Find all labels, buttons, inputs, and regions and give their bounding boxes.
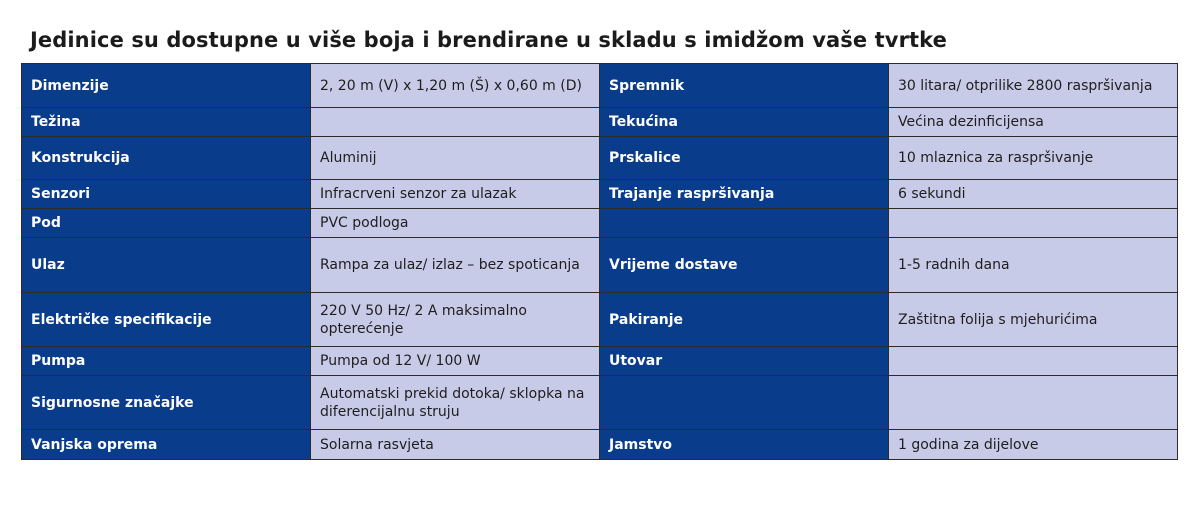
table-row	[22, 238, 1178, 293]
left-value-cell: PVC podloga	[311, 209, 600, 238]
right-label-cell: Vrijeme dostave	[600, 238, 889, 293]
left-label-cell: Sigurnosne značajke	[22, 376, 311, 430]
right-label-cell: Spremnik	[600, 64, 889, 108]
right-value-cell: 30 litara/ otprilike 2800 raspršivanja	[889, 64, 1178, 108]
table-row	[22, 347, 1178, 376]
left-label-cell: Težina	[22, 108, 311, 137]
left-value-cell: Solarna rasvjeta	[311, 430, 600, 460]
right-value-cell	[889, 376, 1178, 430]
table-row	[22, 64, 1178, 108]
left-value-cell: Aluminij	[311, 137, 600, 180]
left-value-cell: 2, 20 m (V) x 1,20 m (Š) x 0,60 m (D)	[311, 64, 600, 108]
right-value-cell	[889, 209, 1178, 238]
right-value-cell	[889, 347, 1178, 376]
table-row	[22, 137, 1178, 180]
left-label-cell: Električke specifikacije	[22, 293, 311, 347]
right-value-cell: 1 godina za dijelove	[889, 430, 1178, 460]
right-value-cell: 10 mlaznica za raspršivanje	[889, 137, 1178, 180]
left-label-cell: Senzori	[22, 180, 311, 209]
left-value-cell: Rampa za ulaz/ izlaz – bez spoticanja	[311, 238, 600, 293]
right-label-cell: Tekućina	[600, 108, 889, 137]
right-label-cell	[600, 209, 889, 238]
page-title: Jedinice su dostupne u više boja i brendirane u skladu s imidžom vaše tvrtke	[30, 28, 948, 52]
left-value-cell: Pumpa od 12 V/ 100 W	[311, 347, 600, 376]
spec-table	[21, 63, 1178, 460]
table-row	[22, 430, 1178, 460]
left-value-cell: Automatski prekid dotoka/ sklopka na diferencijalnu struju	[311, 376, 600, 430]
left-label-cell: Vanjska oprema	[22, 430, 311, 460]
left-value-cell	[311, 108, 600, 137]
left-value-cell: 220 V 50 Hz/ 2 A maksimalno opterećenje	[311, 293, 600, 347]
right-value-cell: 1-5 radnih dana	[889, 238, 1178, 293]
right-label-cell: Jamstvo	[600, 430, 889, 460]
right-label-cell	[600, 376, 889, 430]
table-row	[22, 209, 1178, 238]
right-value-cell: 6 sekundi	[889, 180, 1178, 209]
left-label-cell: Pumpa	[22, 347, 311, 376]
right-value-cell: Zaštitna folija s mjehurićima	[889, 293, 1178, 347]
left-label-cell: Konstrukcija	[22, 137, 311, 180]
right-value-cell: Većina dezinficijensa	[889, 108, 1178, 137]
table-row	[22, 376, 1178, 430]
left-label-cell: Pod	[22, 209, 311, 238]
left-label-cell: Dimenzije	[22, 64, 311, 108]
left-label-cell: Ulaz	[22, 238, 311, 293]
right-label-cell: Trajanje raspršivanja	[600, 180, 889, 209]
table-row	[22, 293, 1178, 347]
table-row	[22, 108, 1178, 137]
right-label-cell: Pakiranje	[600, 293, 889, 347]
right-label-cell: Utovar	[600, 347, 889, 376]
table-row	[22, 180, 1178, 209]
right-label-cell: Prskalice	[600, 137, 889, 180]
left-value-cell: Infracrveni senzor za ulazak	[311, 180, 600, 209]
